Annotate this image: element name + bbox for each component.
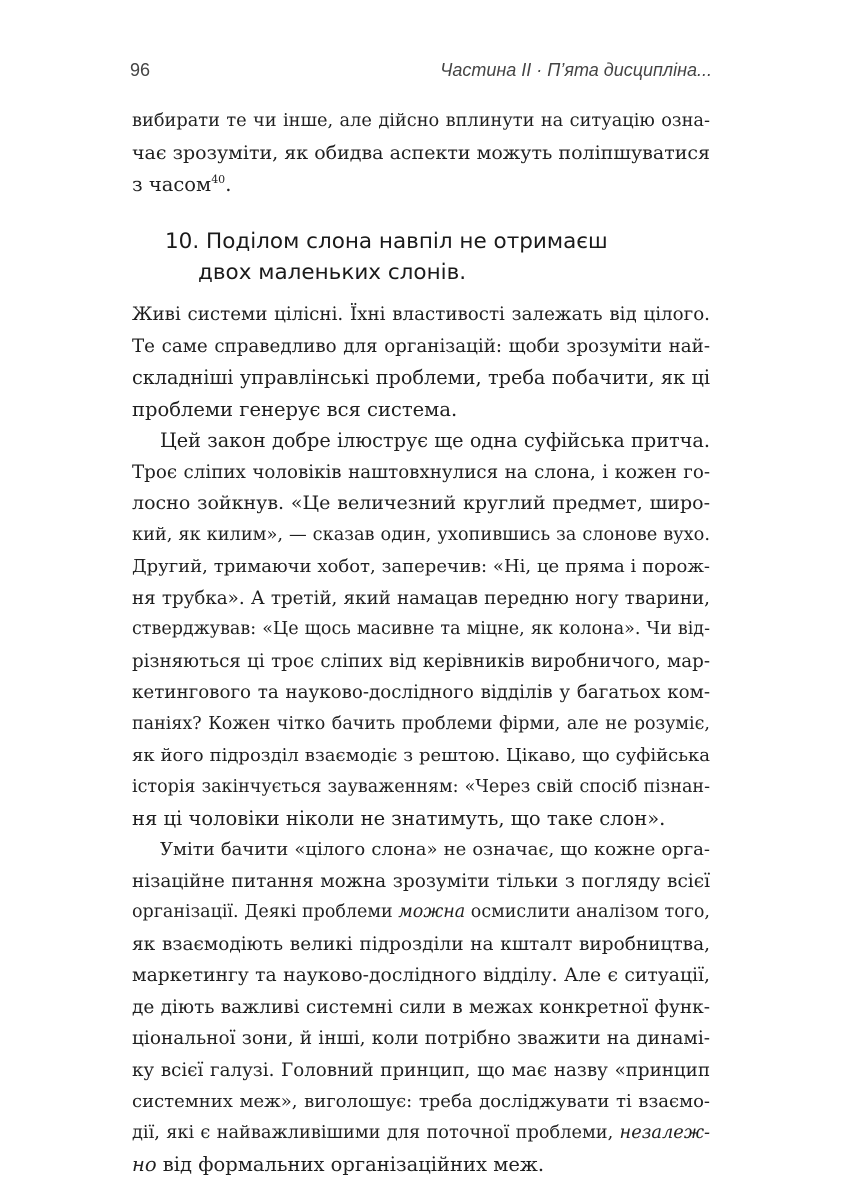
text-line: маркетингу та науково-дослідного відділу. Але є ситуації, (132, 965, 710, 986)
text-line (132, 897, 710, 929)
text-line: ня трубка». А третій, який намацав передню ногу тварини, (132, 587, 710, 609)
page-number: 96 (130, 60, 151, 80)
text-fragment: з часом (132, 173, 212, 196)
text-line: нізаційне питання можна зрозуміти тільки з погляду всієї (132, 870, 710, 892)
running-title: Частина II · П’ята дисципліна... (440, 60, 712, 80)
text-line: різняються ці троє сліпих від керівників виробничого, мар- (132, 650, 710, 672)
text-line: як взаємодіють великі підрозділи на кшталт виробництва, (132, 933, 710, 955)
text-line: кий, як килим», — сказав один, ухопившись за слонове вухо. (132, 524, 710, 545)
text-line: паніях? Кожен чітко бачить проблеми фірми, але не розуміє, (132, 713, 710, 734)
section-heading (165, 226, 608, 288)
intro-paragraph (132, 106, 710, 201)
emphasis: можна (398, 902, 466, 922)
text-line: стверджував: «Це щось масивне та міцне, як колона». Чи від- (132, 619, 710, 639)
text-line: як його підрозділ взаємодіє з рештою. Цікаво, що суфійська (132, 745, 710, 766)
text-line: лосно зойкнув. «Це величезний круглий предмет, широ- (132, 492, 710, 514)
paragraph-1 (132, 299, 710, 425)
text-line: Другий, тримаючи хобот, заперечив: «Ні, це пряма і порож- (132, 556, 710, 577)
text-line (132, 169, 710, 201)
text-fragment: осмислити аналізом того, (465, 902, 710, 922)
paragraph-2 (132, 425, 710, 835)
text-line: Те саме справедливо для організацій: щоби зрозуміти най- (132, 335, 710, 357)
text-fragment: організації. Деякі проблеми (132, 902, 399, 922)
text-line: чає зрозуміти, як обидва аспекти можуть поліпшуватися (132, 141, 710, 164)
text-line: Цей закон добре ілюструє ще одна суфійська притча. (160, 429, 710, 452)
text-line: кетингового та науково-дослідного відділів у багатьох ком- (132, 682, 710, 703)
text-line: Живі системи цілісні. Їхні властивості залежать від цілого. (132, 304, 710, 325)
text-line (132, 1118, 710, 1150)
emphasis: незалеж- (619, 1122, 710, 1143)
text-line: ня ці чоловіки ніколи не знатимуть, що таке слон». (132, 807, 666, 830)
text-line: Троє сліпих чоловіків наштовхнулися на слона, і кожен го- (132, 461, 710, 483)
text-line: історія закінчується зауваженням: «Через свій спосіб пізнан- (132, 776, 710, 797)
text-line: де діють важливі системні сили в межах конкретної функ- (132, 996, 710, 1018)
text-fragment: від формальних організаційних меж. (156, 1153, 545, 1176)
text-line: ку всієї галузі. Головний принцип, що має назву «принцип (132, 1059, 710, 1081)
heading-line: двох маленьких слонів. (198, 260, 467, 285)
text-fragment: . (225, 173, 232, 196)
text-line (132, 1149, 710, 1181)
text-line: ціональної зони, й інші, коли потрібно зважити на динамі- (132, 1028, 710, 1049)
heading-line: 10. Поділом слона навпіл не отримаєш (165, 229, 608, 254)
text-line: проблеми генерує вся система. (132, 397, 458, 421)
text-fragment: дії, які є найважливішими для поточної проблеми, (132, 1122, 620, 1143)
text-line: складніші управлінські проблеми, треба побачити, як ці (132, 366, 710, 389)
emphasis: но (132, 1153, 157, 1176)
paragraph-3 (132, 834, 710, 1181)
text-line: Уміти бачити «цілого слона» не означає, що кожне орга- (160, 839, 710, 860)
text-line: вибирати те чи інше, але дійсно вплинути на ситуацію озна- (132, 111, 710, 131)
footnote-ref[interactable]: 40 (211, 173, 226, 186)
text-line: системних меж», виголошує: треба досліджувати ті взаємо- (132, 1091, 710, 1112)
